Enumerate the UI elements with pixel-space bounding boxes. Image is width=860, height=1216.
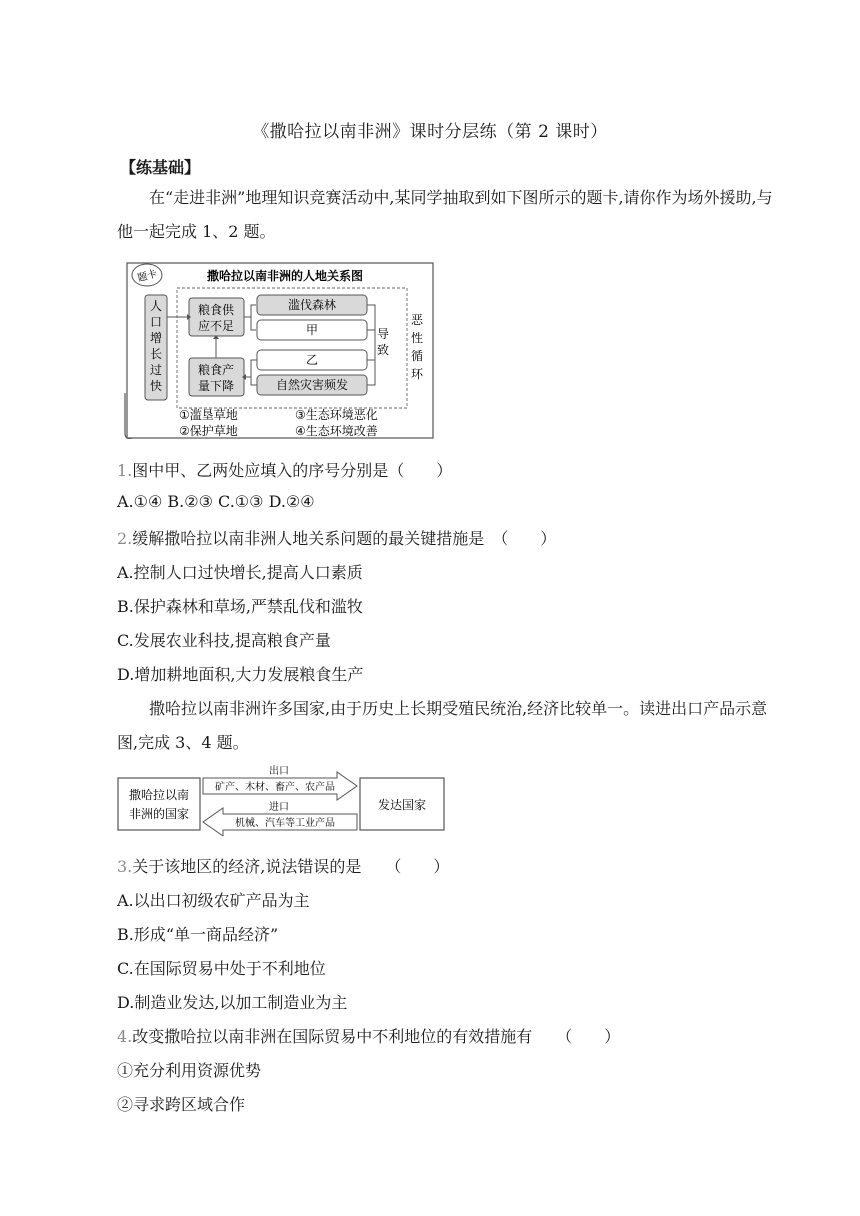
question-2-option-b: B.保护森林和草场,严禁乱伐和滥牧	[117, 597, 363, 616]
food-short-2: 应不足	[197, 319, 235, 333]
page-title: 《撒哈拉以南非洲》课时分层练（第 2 课时）	[252, 122, 608, 142]
human-land-diagram	[117, 258, 437, 443]
food-drop-1: 粮食产	[197, 363, 235, 377]
question-3-option-d: D.制造业发达,以加工制造业为主	[117, 993, 348, 1012]
cycle-label-3: 循	[410, 349, 424, 363]
question-4-item-1: ①充分利用资源优势	[117, 1061, 262, 1080]
trade-diagram	[117, 764, 447, 836]
developed-box: 发达国家	[377, 798, 427, 812]
lead-label-2: 致	[376, 343, 390, 357]
disaster-box: 自然灾害频发	[275, 378, 349, 392]
question-4	[117, 1024, 620, 1047]
cycle-label-1: 恶	[410, 313, 424, 327]
population-char-5: 过	[149, 363, 163, 377]
jia-box: 甲	[305, 323, 319, 337]
intro-paragraph-1: 在“走进非洲”地理知识竞赛活动中,某同学抽取到如下图所示的题卡,请你作为场外援助,与他一起完成 1、2 题。	[117, 188, 773, 241]
question-3-text: 关于该地区的经济,说法错误的是 （ ）	[132, 857, 450, 876]
yi-box: 乙	[305, 353, 319, 367]
question-2-option-a: A.控制人口过快增长,提高人口素质	[117, 563, 363, 582]
cycle-label-4: 环	[410, 367, 424, 381]
question-2	[117, 526, 556, 549]
question-2-option-d: D.增加耕地面积,大力发展粮食生产	[117, 665, 364, 684]
question-3-number: 3.	[117, 857, 133, 876]
question-1-text: 图中甲、乙两处应填入的序号分别是（ ）	[132, 461, 453, 480]
question-3-option-c: C.在国际贸易中处于不利地位	[117, 959, 326, 978]
population-char-3: 增	[149, 331, 163, 345]
option-3: ③生态环境恶化	[295, 408, 378, 422]
question-1-number: 1.	[117, 461, 133, 480]
section-heading: 【练基础】	[120, 158, 201, 177]
card-tag	[132, 264, 162, 286]
question-2-number: 2.	[117, 529, 133, 548]
question-1	[117, 458, 452, 481]
question-2-text: 缓解撒哈拉以南非洲人地关系问题的最关键措施是 （ ）	[132, 529, 557, 548]
export-items: 矿产、木材、畜产、农产品	[215, 782, 335, 793]
lead-label-1: 导	[376, 327, 390, 341]
africa-box-2: 非洲的国家	[128, 807, 190, 821]
population-char-4: 长	[149, 347, 163, 361]
intro-paragraph-2: 撒哈拉以南非洲许多国家,由于历史上长期受殖民统治,经济比较单一。读进出口产品示意图,完成 3、4 题。	[117, 699, 768, 752]
option-2: ②保护草地	[179, 424, 238, 438]
question-3	[117, 854, 449, 877]
export-label: 出口	[269, 766, 289, 777]
import-label: 进口	[269, 802, 289, 813]
population-char-2: 口	[149, 315, 163, 329]
option-1: ①滥垦草地	[179, 408, 238, 422]
deforest-box: 滥伐森林	[287, 298, 337, 312]
question-2-option-c: C.发展农业科技,提高粮食产量	[117, 631, 331, 650]
food-drop-2: 量下降	[197, 379, 235, 393]
question-4-number: 4.	[117, 1027, 133, 1046]
question-3-option-b: B.形成“单一商品经济”	[117, 925, 279, 944]
population-char-1: 人	[149, 299, 163, 313]
question-1-options: A.①④ B.②③ C.①③ D.②④	[117, 492, 315, 511]
food-short-1: 粮食供	[197, 303, 235, 317]
card-tag-label: 题卡	[136, 268, 159, 285]
diagram-title: 撒哈拉以南非洲的人地关系图	[206, 269, 364, 283]
question-4-text: 改变撒哈拉以南非洲在国际贸易中不利地位的有效措施有 （ ）	[132, 1027, 621, 1046]
population-char-6: 快	[149, 379, 163, 393]
africa-box-1: 撒哈拉以南	[128, 788, 190, 802]
import-items: 机械、汽车等工业产品	[235, 818, 335, 829]
cycle-label-2: 性	[410, 331, 424, 345]
option-4: ④生态环境改善	[295, 424, 378, 438]
question-3-option-a: A.以出口初级农矿产品为主	[117, 891, 310, 910]
question-4-item-2: ②寻求跨区域合作	[117, 1095, 246, 1114]
